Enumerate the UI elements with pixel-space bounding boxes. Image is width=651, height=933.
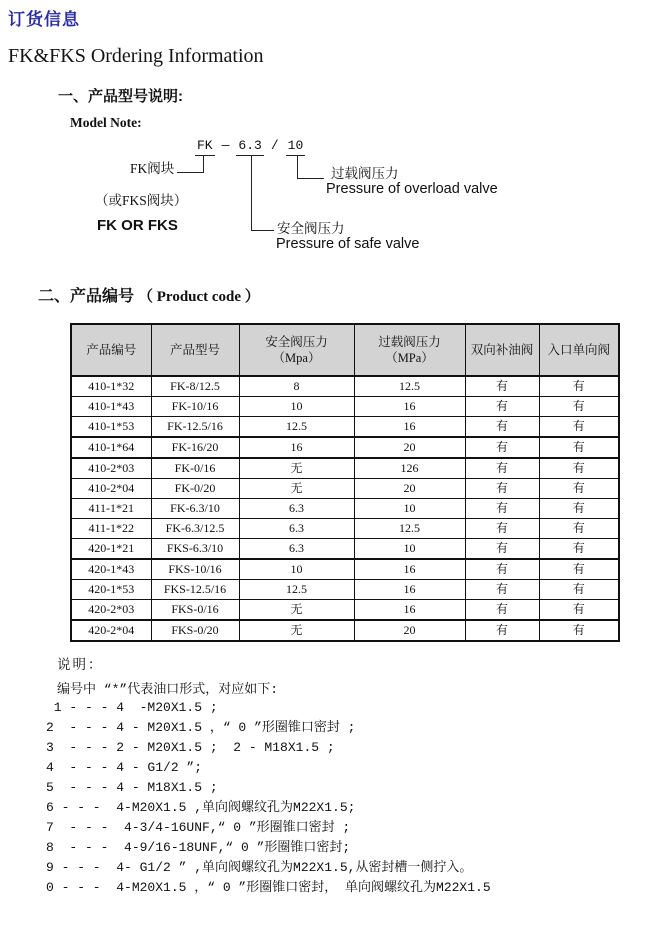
column-header <box>151 324 239 376</box>
cell-product-model: FK-0/16 <box>151 458 239 479</box>
cell-bidirectional-makeup-valve: 有 <box>465 397 539 417</box>
notes-title: 说明： <box>57 657 104 672</box>
cell-product-model: FK-8/12.5 <box>151 376 239 397</box>
cell-product-code: 410-1*53 <box>71 417 151 438</box>
cell-inlet-check-valve: 有 <box>539 479 619 499</box>
cell-inlet-check-valve: 有 <box>539 539 619 560</box>
cell-bidirectional-makeup-valve: 有 <box>465 539 539 560</box>
cell-product-code: 420-1*21 <box>71 539 151 560</box>
column-header <box>539 324 619 376</box>
connector-line-overload-vertical <box>297 156 298 179</box>
cell-inlet-check-valve: 有 <box>539 376 619 397</box>
note-line: 5 - - - 4 - M18X1.5 ; <box>46 780 218 795</box>
model-code-diagram <box>0 135 651 285</box>
cell-product-code: 420-2*03 <box>71 600 151 621</box>
cell-safe-valve-pressure: 无 <box>239 600 354 621</box>
section1-heading: 一、产品型号说明: <box>58 88 183 105</box>
cell-overload-valve-pressure: 20 <box>354 437 465 458</box>
cell-overload-valve-pressure: 16 <box>354 417 465 438</box>
cell-overload-valve-pressure: 16 <box>354 559 465 580</box>
table-header-row <box>71 324 619 376</box>
cell-product-model: FK-10/16 <box>151 397 239 417</box>
table-row <box>71 580 619 600</box>
label-overload-valve-cn: 过载阀压力 <box>331 166 399 181</box>
section2-heading <box>38 287 651 307</box>
table-row <box>71 559 619 580</box>
connector-line-overload-horizontal <box>297 178 324 179</box>
cell-inlet-check-valve: 有 <box>539 559 619 580</box>
column-header-line1: 安全阀压力 <box>265 335 328 349</box>
note-line: 6 - - - 4-M20X1.5 ,单向阀螺纹孔为M22X1.5; <box>46 800 356 815</box>
cell-product-code: 420-1*43 <box>71 559 151 580</box>
cell-product-model: FKS-10/16 <box>151 559 239 580</box>
table-row <box>71 479 619 499</box>
column-header <box>239 324 354 376</box>
cell-bidirectional-makeup-valve: 有 <box>465 417 539 438</box>
table-row <box>71 397 619 417</box>
cell-bidirectional-makeup-valve: 有 <box>465 580 539 600</box>
cell-bidirectional-makeup-valve: 有 <box>465 559 539 580</box>
label-fk-block: FK阀块 <box>130 161 175 176</box>
cell-safe-valve-pressure: 6.3 <box>239 539 354 560</box>
cell-inlet-check-valve: 有 <box>539 397 619 417</box>
column-header <box>71 324 151 376</box>
cell-overload-valve-pressure: 10 <box>354 499 465 519</box>
cell-overload-valve-pressure: 12.5 <box>354 519 465 539</box>
cell-product-code: 410-1*64 <box>71 437 151 458</box>
table-row <box>71 458 619 479</box>
cell-safe-valve-pressure: 无 <box>239 479 354 499</box>
cell-overload-valve-pressure: 20 <box>354 479 465 499</box>
cell-product-code: 411-1*21 <box>71 499 151 519</box>
column-header-line1: 入口单向阀 <box>547 343 610 357</box>
cell-inlet-check-valve: 有 <box>539 600 619 621</box>
cell-safe-valve-pressure: 无 <box>239 458 354 479</box>
cell-overload-valve-pressure: 16 <box>354 397 465 417</box>
cell-product-model: FKS-6.3/10 <box>151 539 239 560</box>
cell-product-model: FK-6.3/12.5 <box>151 519 239 539</box>
cell-bidirectional-makeup-valve: 有 <box>465 499 539 519</box>
model-code-slash: / <box>270 138 279 153</box>
note-line: 1 - - - 4 -M20X1.5 ; <box>46 700 218 715</box>
section2-heading-en: （ Product code ） <box>138 289 260 305</box>
connector-line-fk-horizontal <box>177 172 204 173</box>
cell-overload-valve-pressure: 20 <box>354 620 465 641</box>
cell-inlet-check-valve: 有 <box>539 620 619 641</box>
connector-line-safe-horizontal <box>251 230 274 231</box>
label-safe-valve-en: Pressure of safe valve <box>276 236 420 252</box>
cell-inlet-check-valve: 有 <box>539 580 619 600</box>
cell-bidirectional-makeup-valve: 有 <box>465 519 539 539</box>
model-code-dash: — <box>221 138 230 153</box>
table-row <box>71 499 619 519</box>
cell-safe-valve-pressure: 16 <box>239 437 354 458</box>
page-title: 订货信息 <box>8 10 80 29</box>
cell-safe-valve-pressure: 10 <box>239 559 354 580</box>
label-safe-valve-cn: 安全阀压力 <box>277 221 345 236</box>
cell-safe-valve-pressure: 6.3 <box>239 519 354 539</box>
note-line: 8 - - - 4-9/16-18UNF,“ 0 ”形圈锥口密封; <box>46 840 351 855</box>
column-header-line1: 双向补油阀 <box>470 343 534 357</box>
notes-list <box>0 698 651 898</box>
cell-inlet-check-valve: 有 <box>539 499 619 519</box>
note-line: 0 - - - 4-M20X1.5 ，“ 0 ”形圈锥口密封， 单向阀螺纹孔为M22X1.5 <box>46 880 491 895</box>
label-fk-or-fks: FK OR FKS <box>97 217 178 234</box>
cell-overload-valve-pressure: 12.5 <box>354 376 465 397</box>
model-code-prefix: FK <box>195 137 215 156</box>
connector-line-safe-vertical <box>251 156 252 231</box>
cell-product-model: FKS-0/20 <box>151 620 239 641</box>
column-header-line1: 过载阀压力 <box>378 335 441 349</box>
table-row <box>71 437 619 458</box>
cell-product-code: 420-2*04 <box>71 620 151 641</box>
table-row <box>71 417 619 438</box>
product-code-table <box>70 323 620 642</box>
table-row <box>71 519 619 539</box>
connector-line-fk-vertical <box>203 156 204 173</box>
note-line: 2 - - - 4 - M20X1.5 ，“ 0 ”形圈锥口密封 ; <box>46 720 356 735</box>
column-header-line2: （MPa） <box>385 351 434 365</box>
model-note-label: Model Note: <box>70 115 142 130</box>
cell-product-code: 410-2*04 <box>71 479 151 499</box>
cell-safe-valve-pressure: 无 <box>239 620 354 641</box>
table-row <box>71 600 619 621</box>
note-line: 9 - - - 4- G1/2 ” ,单向阀螺纹孔为M22X1.5,从密封槽一侧拧入。 <box>46 860 473 875</box>
cell-bidirectional-makeup-valve: 有 <box>465 376 539 397</box>
cell-bidirectional-makeup-valve: 有 <box>465 600 539 621</box>
notes-intro: 编号中 “*”代表油口形式，对应如下: <box>57 682 279 697</box>
cell-safe-valve-pressure: 12.5 <box>239 580 354 600</box>
cell-bidirectional-makeup-valve: 有 <box>465 458 539 479</box>
cell-inlet-check-valve: 有 <box>539 437 619 458</box>
cell-product-code: 410-1*32 <box>71 376 151 397</box>
label-fks-block: （或FKS阀块） <box>95 193 188 208</box>
cell-product-code: 410-2*03 <box>71 458 151 479</box>
cell-overload-valve-pressure: 126 <box>354 458 465 479</box>
table-row <box>71 376 619 397</box>
model-code <box>195 137 312 156</box>
cell-overload-valve-pressure: 16 <box>354 580 465 600</box>
column-header-line2: （Mpa） <box>272 351 321 365</box>
cell-overload-valve-pressure: 10 <box>354 539 465 560</box>
table-row <box>71 620 619 641</box>
cell-product-model: FKS-12.5/16 <box>151 580 239 600</box>
column-header-line1: 产品编号 <box>86 343 137 357</box>
cell-product-code: 420-1*53 <box>71 580 151 600</box>
column-header <box>465 324 539 376</box>
model-code-overload-value: 10 <box>286 137 306 156</box>
label-overload-valve-en: Pressure of overload valve <box>326 181 498 197</box>
cell-product-model: FK-6.3/10 <box>151 499 239 519</box>
cell-safe-valve-pressure: 8 <box>239 376 354 397</box>
cell-inlet-check-valve: 有 <box>539 417 619 438</box>
model-code-safe-value: 6.3 <box>236 137 263 156</box>
cell-inlet-check-valve: 有 <box>539 458 619 479</box>
cell-overload-valve-pressure: 16 <box>354 600 465 621</box>
cell-product-model: FK-0/20 <box>151 479 239 499</box>
table-row <box>71 539 619 560</box>
cell-product-model: FKS-0/16 <box>151 600 239 621</box>
cell-product-code: 410-1*43 <box>71 397 151 417</box>
cell-bidirectional-makeup-valve: 有 <box>465 437 539 458</box>
cell-product-code: 411-1*22 <box>71 519 151 539</box>
column-header-line1: 产品型号 <box>169 343 220 357</box>
document-title: FK&FKS Ordering Information <box>8 45 264 67</box>
column-header <box>354 324 465 376</box>
cell-bidirectional-makeup-valve: 有 <box>465 479 539 499</box>
cell-safe-valve-pressure: 6.3 <box>239 499 354 519</box>
cell-safe-valve-pressure: 12.5 <box>239 417 354 438</box>
cell-bidirectional-makeup-valve: 有 <box>465 620 539 641</box>
cell-inlet-check-valve: 有 <box>539 519 619 539</box>
note-line: 7 - - - 4-3/4-16UNF,“ 0 ”形圈锥口密封 ; <box>46 820 351 835</box>
cell-product-model: FK-12.5/16 <box>151 417 239 438</box>
section2-heading-cn: 二、产品编号 <box>38 288 135 305</box>
cell-safe-valve-pressure: 10 <box>239 397 354 417</box>
note-line: 4 - - - 4 - G1/2 ”; <box>46 760 203 775</box>
note-line: 3 - - - 2 - M20X1.5 ; 2 - M18X1.5 ; <box>46 740 335 755</box>
cell-product-model: FK-16/20 <box>151 437 239 458</box>
